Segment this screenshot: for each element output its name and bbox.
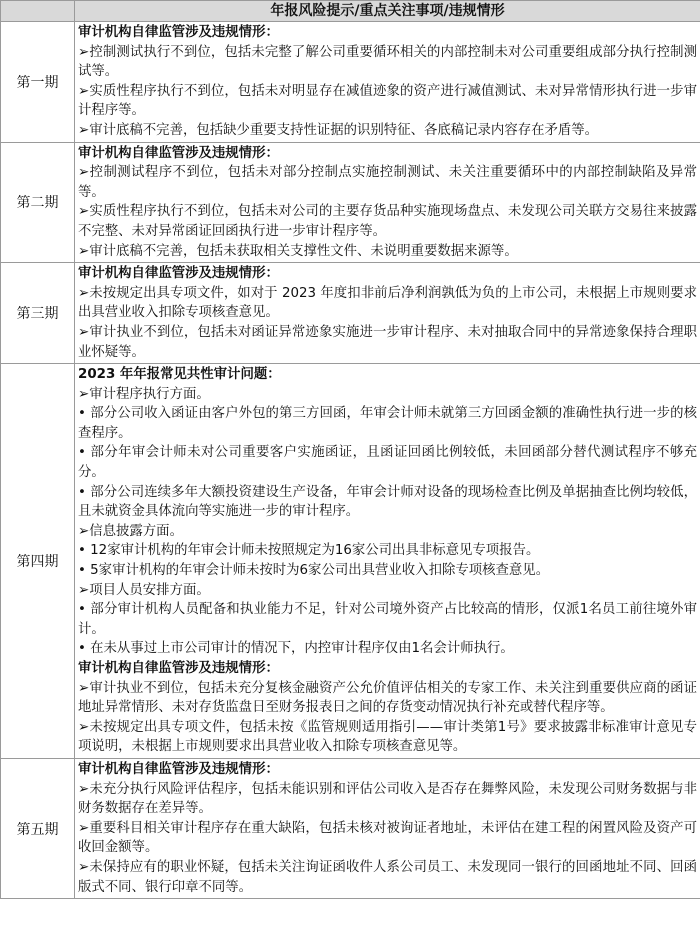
period-cell: 第五期	[1, 758, 75, 898]
content-cell	[75, 263, 700, 364]
content-cell	[75, 22, 700, 143]
table-row	[1, 22, 700, 143]
section-heading: 审计机构自律监管涉及违规情形：	[78, 661, 279, 676]
list-item: ➢未保持应有的职业怀疑，包括未关注询证函收件人系公司员工、未发现同一银行的回函地址不同、回函版式不同、银行印章不同等。	[78, 859, 697, 895]
list-item: ➢审计程序执行方面。	[78, 386, 210, 402]
list-item: ➢控制测试执行不到位，包括未完整了解公司重要循环相关的内部控制未对公司重要组成部分执行控制测试等。	[78, 44, 697, 80]
header-cell-title: 年报风险提示/重点关注事项/违规情形	[75, 1, 700, 22]
list-item: ➢实质性程序执行不到位，包括未对公司的主要存货品种实施现场盘点、未发现公司关联方交易往来披露不完整、未对异常函证回函执行进一步审计程序等。	[78, 204, 697, 239]
content-cell	[75, 758, 700, 898]
list-item: • 部分公司连续多年大额投资建设生产设备，年审会计师对设备的现场检查比例及单据抽查比例均较低，且未就资金具体流向等实施进一步的审计程序。	[78, 484, 697, 520]
section-heading: 审计机构自律监管涉及违规情形：	[78, 145, 279, 161]
table-row	[1, 142, 700, 263]
list-item: ➢未充分执行风险评估程序，包括未能识别和评估公司收入是否存在舞弊风险，未发现公司财务数据与非财务数据存在差异等。	[78, 781, 697, 817]
table-row	[1, 364, 700, 759]
list-item: • 部分审计机构人员配备和执业能力不足，针对公司境外资产占比较高的情形，仅派1名员工前往境外审计。	[78, 602, 697, 637]
list-item: • 5家审计机构的年审会计师未按时为6家公司出具营业收入扣除专项核查意见。	[78, 563, 550, 579]
section-heading: 2023 年年报常见共性审计问题：	[78, 367, 281, 383]
list-item: ➢未按规定出具专项文件，如对于 2023 年度扣非前后净利润孰低为负的上市公司，未根据上市规则要求出具营业收入扣除专项核查意见。	[78, 285, 697, 321]
period-cell: 第三期	[1, 263, 75, 364]
header-row	[1, 1, 700, 22]
list-item: ➢审计底稿不完善，包括未获取相关支撑性文件、未说明重要数据来源等。	[78, 243, 518, 259]
content-cell	[75, 142, 700, 263]
list-item: ➢信息披露方面。	[78, 523, 183, 539]
list-item: ➢控制测试程序不到位，包括未对部分控制点实施控制测试、未关注重要循环中的内部控制缺陷及异常等。	[78, 165, 697, 200]
period-cell: 第一期	[1, 22, 75, 143]
list-item: • 12家审计机构的年审会计师未按照规定为16家公司出具非标意见专项报告。	[78, 543, 540, 559]
period-cell: 第二期	[1, 142, 75, 263]
list-item: ➢重要科目相关审计程序存在重大缺陷，包括未核对被询证者地址，未评估在建工程的闲置风险及资产可收回金额等。	[78, 820, 697, 856]
section-heading: 审计机构自律监管涉及违规情形：	[78, 761, 279, 777]
table-body	[1, 22, 700, 899]
list-item: ➢审计底稿不完善，包括缺少重要支持性证据的识别特征、各底稿记录内容存在矛盾等。	[78, 122, 599, 138]
list-item: ➢未按规定出具专项文件，包括未按《监管规则适用指引——审计类第1号》要求披露非标准审计意见专项说明，未根据上市规则要求出具营业收入扣除专项核查意见等。	[78, 719, 697, 755]
list-item: • 部分公司收入函证由客户外包的第三方回函，年审会计师未就第三方回函金额的准确性执行进一步的核查程序。	[78, 406, 697, 441]
list-item: ➢审计执业不到位，包括未对函证异常迹象实施进一步审计程序、未对抽取合同中的异常迹象保持合理职业怀疑等。	[78, 324, 697, 360]
header-cell-period	[1, 1, 75, 22]
list-item: ➢审计执业不到位，包括未充分复核金融资产公允价值评估相关的专家工作、未关注到重要供应商的函证地址异常情形、未对存货监盘日至财务报表日之间的存货变动情况执行补充或替代程序等。	[78, 680, 697, 716]
table-row	[1, 263, 700, 364]
content-cell	[75, 364, 700, 759]
list-item: • 在未从事过上市公司审计的情况下，内控审计程序仅由1名会计师执行。	[78, 641, 514, 657]
section-heading: 审计机构自律监管涉及违规情形：	[78, 25, 279, 40]
table-row	[1, 758, 700, 898]
list-item: ➢实质性程序执行不到位，包括未对明显存在减值迹象的资产进行减值测试、未对异常情形执行进一步审计程序等。	[78, 83, 697, 119]
period-cell: 第四期	[1, 364, 75, 759]
section-heading: 审计机构自律监管涉及违规情形：	[78, 266, 279, 282]
list-item: • 部分年审会计师未对公司重要客户实施函证，且函证回函比例较低，未回函部分替代测试程序不够充分。	[78, 445, 697, 481]
list-item: ➢项目人员安排方面。	[78, 582, 210, 598]
